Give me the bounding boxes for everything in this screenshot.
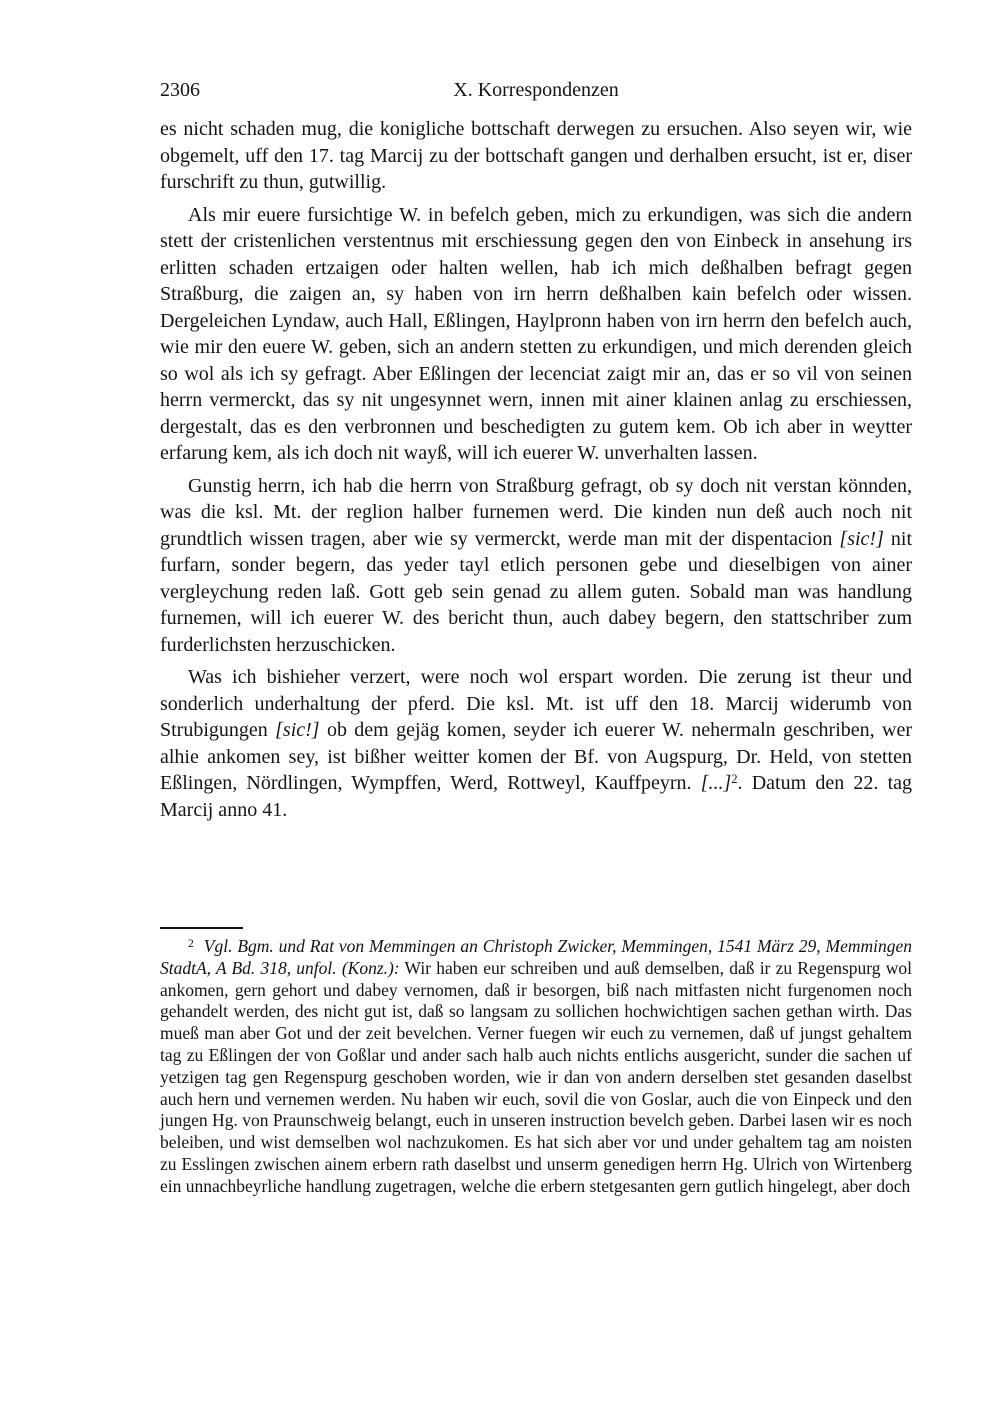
paragraph: es nicht schaden mug, die konigliche bottschaft derwegen zu ersuchen. Also seyen wir, wie obgemelt, uff den 17. tag Marcij zu der bottschaft gangen und derhalben ersucht, ist er, diser furschrift zu thun, gutwillig. (160, 118, 912, 193)
footnote-separator-rule (160, 927, 243, 929)
footnote (160, 936, 912, 1198)
running-title: X. Korrespondenzen (453, 79, 619, 101)
page-number: 2306 (160, 79, 200, 101)
footnote-marker: 2 (188, 937, 194, 950)
paragraph: Als mir euere fursichtige W. in befelch geben, mich zu erkundigen, was sich die andern stett der cristenlichen verstentnus mit erschiessung gegen den von Einbeck in ansehung irs erlitten schaden ertzaigen oder halten wellen, hab ich mich deßhalben befragt gegen Straßburg, die zaigen an, sy haben von irn herrn deßhalben kain befelch oder wissen. Dergeleichen Lyndaw, auch Hall, Eßlingen, Haylpronn haben von irn herrn den befelch auch, wie mir den euere W. geben, sich an andern stetten zu erkundigen, und mich derenden gleich so wol als ich sy gefragt. Aber Eßlingen der lecenciat zaigt mir an, das er so vil von seinen herrn vermerckt, das sy nit ungesynnet wern, innen mit ainer klainen anlag zu erschiessen, dergestalt, das es den verbronnen und beschedigten zu gutem kem. Ob ich aber in weytter erfarung kem, als ich doch nit wayß, will ich euerer W. unverhalten lassen. (160, 203, 912, 464)
footnote-paragraph (160, 936, 912, 1198)
page-header (160, 79, 912, 105)
footnote-text: Vgl. Bgm. und Rat von Memmingen an Christoph Zwicker, Memmingen, 1541 März 29, Memmingen StadtA, A Bd. 318, unfol. (Konz.): Wir haben eur schreiben und auß demselben, daß ir zu Regenspurg wol ankomen, gern gehort und dabey vernomen, daß ir besorgen, biß nach mitfasten nicht furgenomen noch gehandelt werden, des nicht gut ist, daß so langsam zu sollichen hochwichtigen sachen gethan wirth. Das mueß man aber Got und der zeit bevelchen. Verner fuegen wir euch zu vernemen, daß uf jungst gehaltem tag zu Eßlingen der von Goßlar und ander sach halb auch nichts entlichs ausgericht, sunder die sachen uf yetzigen tag gen Regenspurg geschoben worden, wie ir dan von andern derselben stet gesanden daselbst auch hern und vernemen werden. Nu haben wir euch, sovil die von Goslar, auch die von Einpeck und den jungen Hg. von Praunschweig belangt, euch in unseren instruction bevelch geben. Darbei lasen wir es noch beleiben, und wist demselben wol nachzukomen. Es hat sich aber vor und under gehaltem tag am noisten zu Esslingen zwischen ainem erbern rath daselbst und unserm genedigen herrn Hg. Ulrich von Wirtenberg ein unnachbeyrliche handlung zugetragen, welche die erbern stetgesanten gern gutlich hingelegt, aber doch (160, 936, 912, 1196)
letter-body (160, 116, 912, 823)
paragraph: Gunstig herrn, ich hab die herrn von Straßburg gefragt, ob sy doch nit verstan könnden, was die ksl. Mt. der reglion halber furnemen werd. Die kinden nun deß auch noch nit grundtlich wissen tragen, aber wie sy vermerckt, werde man mit der dispentacion [sic!] nit furfarn, sonder begern, das yeder tayl etlich personen gebe und dieselbigen von ainer vergleychung reden laß. Gott geb sein genad zu allem guten. Sobald man was handlung furnemen, will ich euerer W. des bericht thun, auch dabey begern, den stattschriber zum furderlichsten herzuschicken. (160, 474, 912, 656)
paragraph: Was ich bishieher verzert, were noch wol erspart worden. Die zerung ist theur und sonderlich underhaltung der pferd. Die ksl. Mt. ist uff den 18. Marcij widerumb von Strubigungen [sic!] ob dem gejäg komen, seyder ich euerer W. nehermaln geschriben, wer alhie ankomen sey, ist bißher weitter komen der Bf. von Augspurg, Dr. Held, von stetten Eßlingen, Nördlingen, Wympffen, Werd, Rottweyl, Kauffpeyrn. [...]$^2$. Datum den 22. tag Marcij anno 41. (160, 666, 913, 821)
